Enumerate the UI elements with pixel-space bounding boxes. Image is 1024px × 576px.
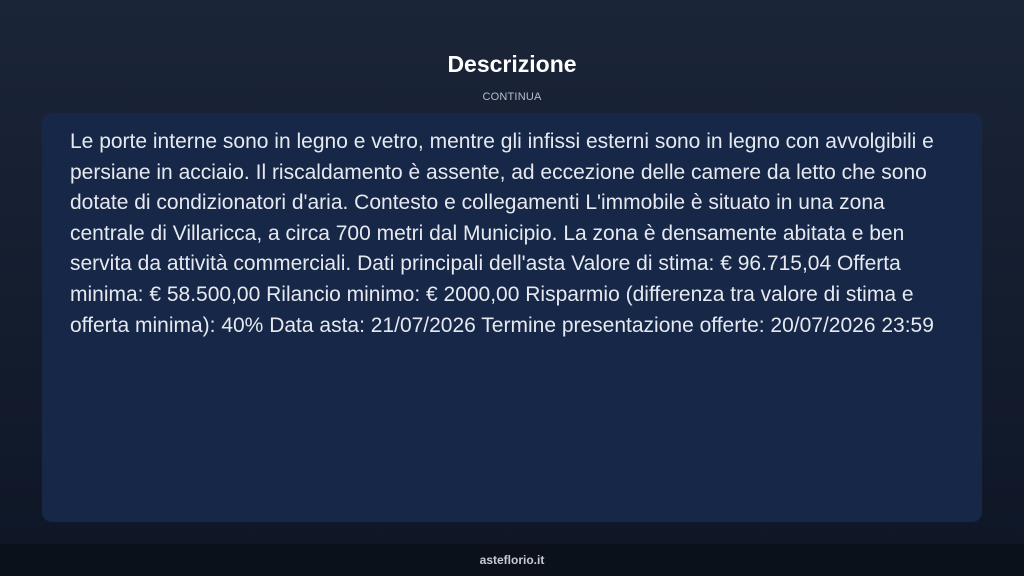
page-title: Descrizione	[447, 51, 577, 77]
continue-label: CONTINUA	[482, 91, 542, 103]
footer-bar	[0, 544, 1024, 576]
description-card	[42, 113, 982, 522]
description-text: Le porte interne sono in legno e vetro, mentre gli infissi esterni sono in legno con avvolgibili e persiane in acciaio. Il riscaldamento è assente, ad eccezione delle camere da letto che sono dotate di condizionatori d'aria. Contesto e collegamenti L'immobile è situato in una zona centrale di Villaricca, a circa 700 metri dal Municipio. La zona è densamente abitata e ben servita da attività commerciali. Dati principali dell'asta Valore di stima: € 96.715,04 Offerta minima: € 58.500,00 Rilancio minimo: € 2000,00 Risparmio (differenza tra valore di stima e offerta minima): 40% Data asta: 21/07/2026 Termine presentazione offerte: 20/07/2026 23:59	[70, 130, 934, 337]
footer-site-name: asteflorio.it	[479, 553, 545, 567]
